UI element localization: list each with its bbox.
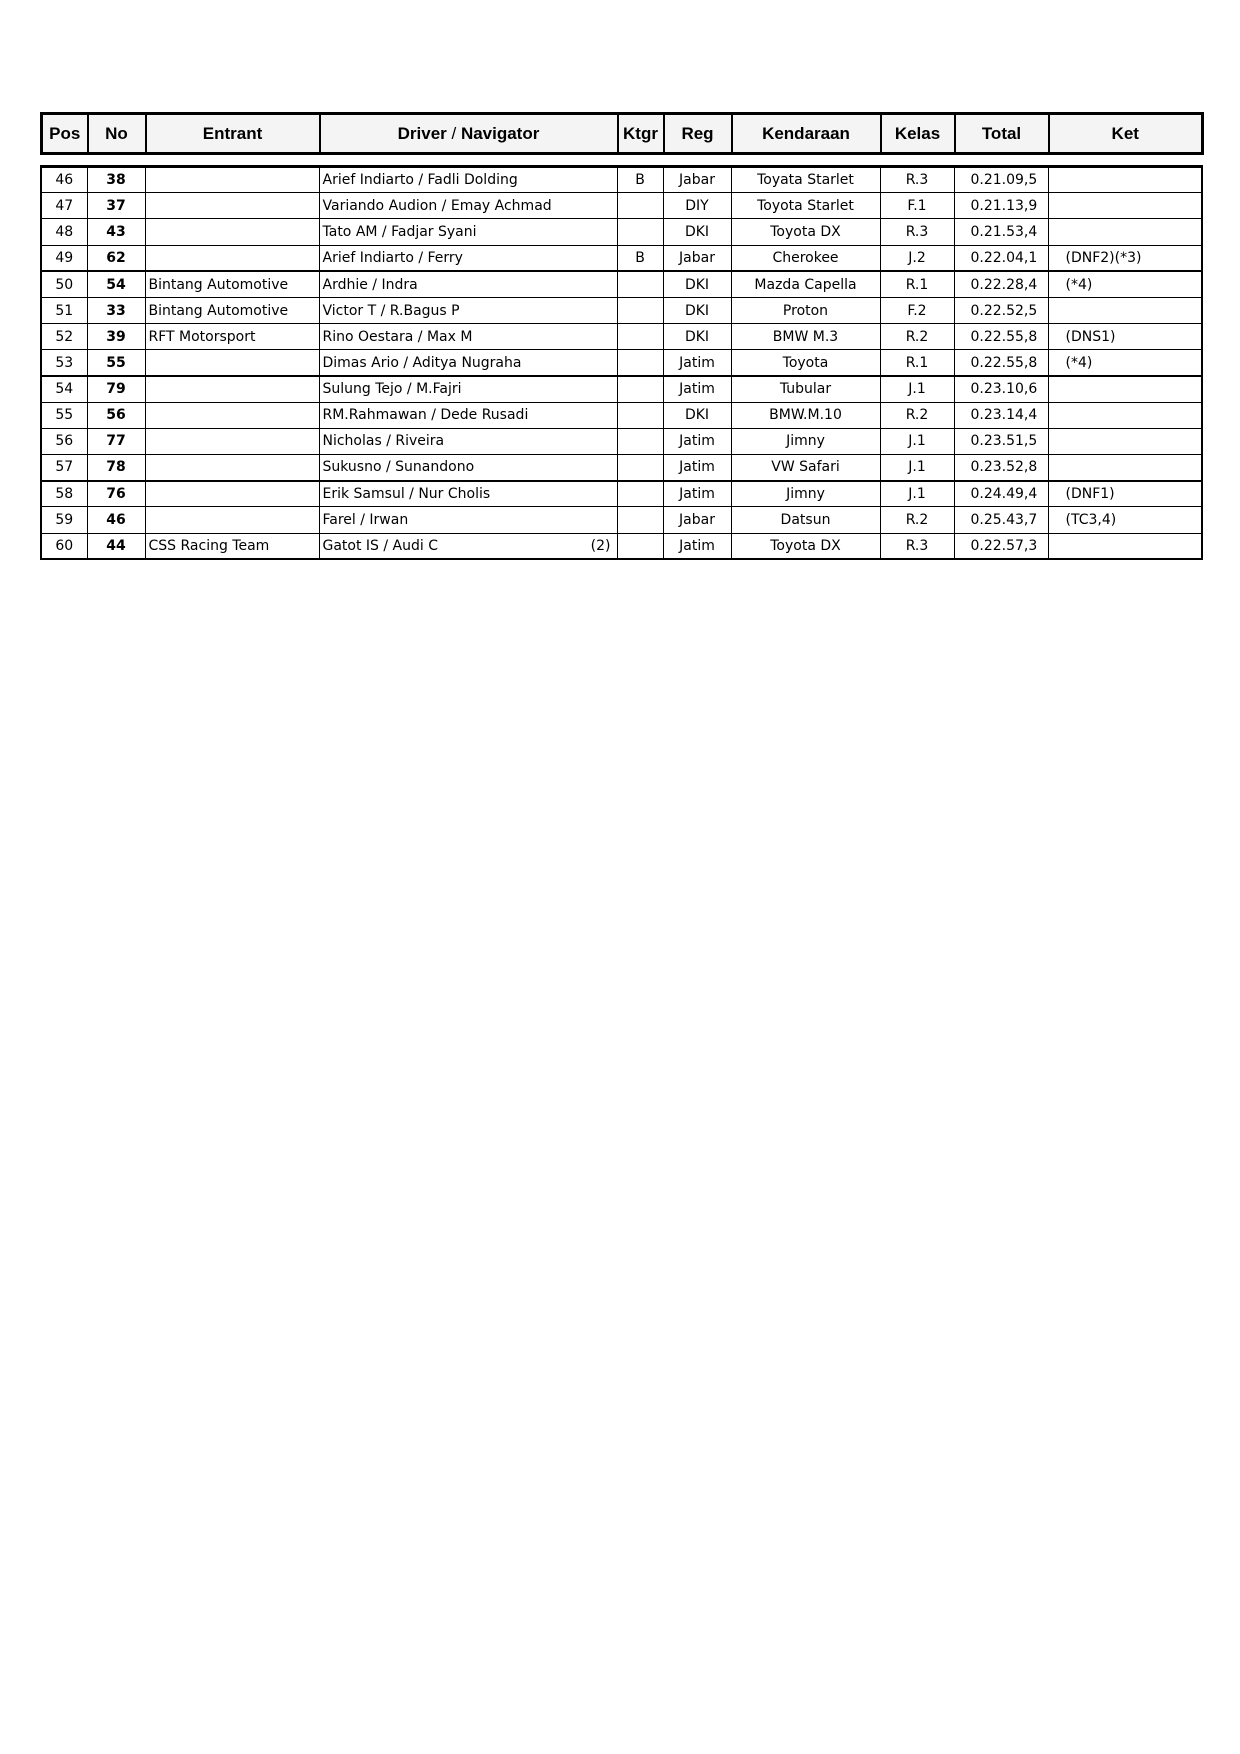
cell-driver-navigator: [319, 350, 617, 376]
col-header-no: No: [88, 114, 146, 154]
cell-ktgr: B: [617, 245, 663, 271]
driver-navigator-text: Rino Oestara / Max M: [322, 328, 473, 345]
cell-entrant: [145, 245, 319, 271]
cell-ktgr: [617, 533, 663, 559]
driver-navigator-text: Victor T / R.Bagus P: [322, 302, 460, 319]
cell-kelas: R.3: [880, 167, 954, 193]
table-row: [41, 245, 1202, 271]
cell-kelas: R.2: [880, 402, 954, 428]
cell-entrant: Bintang Automotive: [145, 271, 319, 297]
table-row: [41, 376, 1202, 402]
cell-no: 77: [87, 428, 145, 454]
cell-reg: DKI: [663, 219, 731, 245]
cell-kelas: J.1: [880, 455, 954, 481]
table-row: [41, 507, 1202, 533]
table-row: [41, 193, 1202, 219]
cell-reg: DKI: [663, 402, 731, 428]
col-header-kelas: Kelas: [881, 114, 955, 154]
cell-no: 56: [87, 402, 145, 428]
col-header-pos: Pos: [42, 114, 88, 154]
cell-total: 0.21.53,4: [954, 219, 1048, 245]
cell-reg: Jatim: [663, 533, 731, 559]
cell-entrant: Bintang Automotive: [145, 297, 319, 323]
cell-ket: [1048, 376, 1202, 402]
cell-no: 33: [87, 297, 145, 323]
table-row: [41, 455, 1202, 481]
cell-pos: 54: [41, 376, 87, 402]
cell-no: 76: [87, 481, 145, 507]
cell-ket: (DNF2)(*3): [1048, 245, 1202, 271]
cell-reg: Jabar: [663, 167, 731, 193]
cell-driver-navigator: [319, 324, 617, 350]
cell-kendaraan: Proton: [731, 297, 880, 323]
cell-no: 43: [87, 219, 145, 245]
cell-reg: Jatim: [663, 376, 731, 402]
driver-navigator-text: Farel / Irwan: [322, 512, 409, 529]
cell-no: 79: [87, 376, 145, 402]
table-row: [41, 271, 1202, 297]
cell-pos: 56: [41, 428, 87, 454]
cell-ktgr: [617, 481, 663, 507]
cell-total: 0.23.10,6: [954, 376, 1048, 402]
cell-no: 38: [87, 167, 145, 193]
cell-total: 0.22.57,3: [954, 533, 1048, 559]
col-header-reg: Reg: [664, 114, 732, 154]
cell-no: 54: [87, 271, 145, 297]
cell-kelas: R.1: [880, 271, 954, 297]
cell-reg: Jabar: [663, 507, 731, 533]
cell-ket: [1048, 193, 1202, 219]
cell-entrant: CSS Racing Team: [145, 533, 319, 559]
table-row: [41, 324, 1202, 350]
cell-pos: 57: [41, 455, 87, 481]
cell-reg: DKI: [663, 271, 731, 297]
table-row: [41, 350, 1202, 376]
table-row: [41, 167, 1202, 193]
cell-pos: 48: [41, 219, 87, 245]
cell-kendaraan: Datsun: [731, 507, 880, 533]
cell-ket: [1048, 533, 1202, 559]
cell-kendaraan: Toyota Starlet: [731, 193, 880, 219]
driver-navigator-text: Nicholas / Riveira: [322, 433, 445, 450]
cell-total: 0.25.43,7: [954, 507, 1048, 533]
cell-driver-navigator: [319, 507, 617, 533]
cell-no: 46: [87, 507, 145, 533]
cell-ket: (DNS1): [1048, 324, 1202, 350]
driver-navigator-text: RM.Rahmawan / Dede Rusadi: [322, 407, 529, 424]
cell-ket: [1048, 428, 1202, 454]
driver-navigator-text: Arief Indiarto / Ferry: [322, 249, 463, 266]
cell-reg: DKI: [663, 324, 731, 350]
cell-reg: Jatim: [663, 350, 731, 376]
table-row: [41, 481, 1202, 507]
results-header-table: [40, 112, 1204, 155]
cell-kelas: J.2: [880, 245, 954, 271]
cell-driver-navigator: [319, 271, 617, 297]
cell-driver-navigator: [319, 455, 617, 481]
cell-ktgr: [617, 376, 663, 402]
cell-kelas: R.2: [880, 324, 954, 350]
col-header-driver: Driver: [397, 123, 447, 143]
cell-driver-navigator: [319, 219, 617, 245]
cell-pos: 60: [41, 533, 87, 559]
cell-ktgr: [617, 507, 663, 533]
cell-driver-navigator: [319, 297, 617, 323]
cell-kelas: J.1: [880, 376, 954, 402]
cell-entrant: [145, 376, 319, 402]
cell-driver-navigator: [319, 533, 617, 559]
driver-navigator-text: Sulung Tejo / M.Fajri: [322, 381, 462, 398]
cell-reg: DIY: [663, 193, 731, 219]
table-row: [41, 533, 1202, 559]
results-table: [40, 165, 1203, 560]
cell-no: 39: [87, 324, 145, 350]
cell-pos: 53: [41, 350, 87, 376]
cell-entrant: [145, 455, 319, 481]
cell-no: 55: [87, 350, 145, 376]
cell-entrant: [145, 350, 319, 376]
cell-driver-navigator: [319, 193, 617, 219]
cell-ktgr: [617, 193, 663, 219]
cell-total: 0.24.49,4: [954, 481, 1048, 507]
cell-ktgr: [617, 219, 663, 245]
driver-navigator-text: Arief Indiarto / Fadli Dolding: [322, 172, 518, 189]
cell-ket: [1048, 402, 1202, 428]
cell-kendaraan: VW Safari: [731, 455, 880, 481]
cell-kelas: R.2: [880, 507, 954, 533]
cell-entrant: [145, 481, 319, 507]
cell-entrant: [145, 507, 319, 533]
cell-driver-navigator: [319, 481, 617, 507]
cell-ket: [1048, 219, 1202, 245]
cell-entrant: RFT Motorsport: [145, 324, 319, 350]
cell-total: 0.22.04,1: [954, 245, 1048, 271]
cell-pos: 55: [41, 402, 87, 428]
cell-entrant: [145, 402, 319, 428]
cell-pos: 49: [41, 245, 87, 271]
cell-ktgr: [617, 428, 663, 454]
cell-driver-navigator: [319, 167, 617, 193]
cell-driver-navigator: [319, 245, 617, 271]
cell-ket: [1048, 455, 1202, 481]
cell-ktgr: [617, 271, 663, 297]
col-header-ktgr: Ktgr: [618, 114, 664, 154]
col-header-ket: Ket: [1049, 114, 1203, 154]
cell-reg: Jatim: [663, 481, 731, 507]
col-header-total: Total: [955, 114, 1049, 154]
cell-total: 0.22.28,4: [954, 271, 1048, 297]
header-row: [42, 114, 1203, 154]
cell-ket: [1048, 297, 1202, 323]
cell-kendaraan: Toyota DX: [731, 533, 880, 559]
cell-kendaraan: Mazda Capella: [731, 271, 880, 297]
cell-ket: (DNF1): [1048, 481, 1202, 507]
cell-kendaraan: BMW M.3: [731, 324, 880, 350]
cell-total: 0.23.14,4: [954, 402, 1048, 428]
cell-kelas: R.1: [880, 350, 954, 376]
cell-pos: 51: [41, 297, 87, 323]
cell-kendaraan: Cherokee: [731, 245, 880, 271]
col-header-slash: /: [446, 123, 461, 143]
driver-note: (2): [590, 537, 611, 554]
cell-pos: 52: [41, 324, 87, 350]
cell-ktgr: [617, 324, 663, 350]
cell-kendaraan: BMW.M.10: [731, 402, 880, 428]
cell-kendaraan: Toyota DX: [731, 219, 880, 245]
cell-ket: [1048, 167, 1202, 193]
table-row: [41, 219, 1202, 245]
cell-kelas: R.3: [880, 219, 954, 245]
cell-kendaraan: Tubular: [731, 376, 880, 402]
cell-total: 0.22.55,8: [954, 350, 1048, 376]
cell-kendaraan: Toyata Starlet: [731, 167, 880, 193]
driver-navigator-text: Variando Audion / Emay Achmad: [322, 197, 552, 214]
cell-kendaraan: Toyota: [731, 350, 880, 376]
cell-total: 0.22.55,8: [954, 324, 1048, 350]
driver-navigator-text: Erik Samsul / Nur Cholis: [322, 486, 491, 503]
table-row: [41, 428, 1202, 454]
cell-no: 62: [87, 245, 145, 271]
cell-total: 0.22.52,5: [954, 297, 1048, 323]
cell-no: 78: [87, 455, 145, 481]
cell-ktgr: [617, 455, 663, 481]
cell-kelas: R.3: [880, 533, 954, 559]
col-header-entrant: Entrant: [146, 114, 320, 154]
cell-kelas: F.2: [880, 297, 954, 323]
cell-kendaraan: Jimny: [731, 481, 880, 507]
driver-navigator-text: Dimas Ario / Aditya Nugraha: [322, 354, 522, 371]
cell-entrant: [145, 193, 319, 219]
cell-reg: Jatim: [663, 455, 731, 481]
cell-ket: (*4): [1048, 350, 1202, 376]
cell-pos: 46: [41, 167, 87, 193]
cell-ktgr: [617, 402, 663, 428]
cell-total: 0.23.52,8: [954, 455, 1048, 481]
col-header-kendaraan: Kendaraan: [732, 114, 881, 154]
table-row: [41, 297, 1202, 323]
cell-entrant: [145, 428, 319, 454]
cell-reg: Jatim: [663, 428, 731, 454]
cell-total: 0.21.09,5: [954, 167, 1048, 193]
cell-ktgr: B: [617, 167, 663, 193]
cell-ket: (TC3,4): [1048, 507, 1202, 533]
cell-ket: (*4): [1048, 271, 1202, 297]
cell-ktgr: [617, 297, 663, 323]
cell-total: 0.21.13,9: [954, 193, 1048, 219]
cell-total: 0.23.51,5: [954, 428, 1048, 454]
cell-pos: 47: [41, 193, 87, 219]
driver-navigator-text: Sukusno / Sunandono: [322, 459, 475, 476]
col-header-navigator: Navigator: [460, 123, 540, 143]
cell-pos: 59: [41, 507, 87, 533]
cell-entrant: [145, 219, 319, 245]
cell-kendaraan: Jimny: [731, 428, 880, 454]
cell-no: 37: [87, 193, 145, 219]
cell-kelas: J.1: [880, 481, 954, 507]
cell-driver-navigator: [319, 376, 617, 402]
table-row: [41, 402, 1202, 428]
cell-kelas: J.1: [880, 428, 954, 454]
cell-reg: Jabar: [663, 245, 731, 271]
col-header-driver-navigator: [320, 114, 618, 154]
driver-navigator-text: Tato AM / Fadjar Syani: [322, 223, 477, 240]
cell-entrant: [145, 167, 319, 193]
driver-navigator-text: Gatot IS / Audi C: [322, 537, 439, 554]
cell-driver-navigator: [319, 402, 617, 428]
cell-no: 44: [87, 533, 145, 559]
cell-pos: 58: [41, 481, 87, 507]
driver-navigator-text: Ardhie / Indra: [322, 276, 418, 293]
cell-ktgr: [617, 350, 663, 376]
cell-pos: 50: [41, 271, 87, 297]
cell-driver-navigator: [319, 428, 617, 454]
cell-kelas: F.1: [880, 193, 954, 219]
cell-reg: DKI: [663, 297, 731, 323]
